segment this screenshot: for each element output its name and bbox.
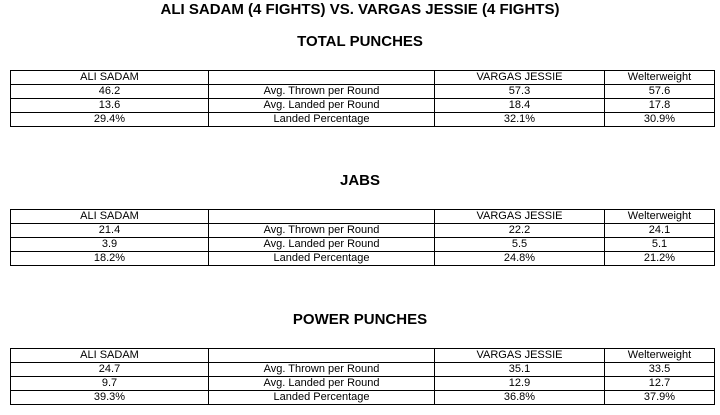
table-row	[11, 363, 715, 377]
fighter-b-value: 22.2	[435, 224, 605, 238]
fighter-b-value: 18.4	[435, 99, 605, 113]
fighter-a-value: 18.2%	[11, 252, 209, 266]
fighter-b-value: 12.9	[435, 377, 605, 391]
table-row	[11, 391, 715, 405]
division-value: 57.6	[605, 85, 715, 99]
fighter-a-value: 3.9	[11, 238, 209, 252]
fighter-a-value: 13.6	[11, 99, 209, 113]
table-row	[11, 99, 715, 113]
table-row	[11, 377, 715, 391]
table-row	[11, 252, 715, 266]
stat-label: Avg. Landed per Round	[209, 238, 435, 252]
stat-label: Avg. Landed per Round	[209, 99, 435, 113]
table-header-row	[11, 71, 715, 85]
division-value: 17.8	[605, 99, 715, 113]
fighter-a-value: 9.7	[11, 377, 209, 391]
table-row	[11, 113, 715, 127]
table-header-row	[11, 349, 715, 363]
header-fighter-a: ALI SADAM	[11, 349, 209, 363]
header-fighter-a: ALI SADAM	[11, 210, 209, 224]
stat-label: Landed Percentage	[209, 391, 435, 405]
division-value: 24.1	[605, 224, 715, 238]
fighter-b-value: 5.5	[435, 238, 605, 252]
table-row	[11, 85, 715, 99]
header-division: Welterweight	[605, 71, 715, 85]
header-fighter-a: ALI SADAM	[11, 71, 209, 85]
stat-label: Avg. Thrown per Round	[209, 363, 435, 377]
header-stat	[209, 349, 435, 363]
section-title-jabs: JABS	[339, 172, 380, 189]
division-value: 30.9%	[605, 113, 715, 127]
section-title-total-punches: TOTAL PUNCHES	[297, 33, 423, 50]
table-power-punches	[10, 348, 715, 405]
stat-label: Avg. Landed per Round	[209, 377, 435, 391]
fighter-b-value: 57.3	[435, 85, 605, 99]
table-row	[11, 224, 715, 238]
division-value: 5.1	[605, 238, 715, 252]
fighter-b-value: 32.1%	[435, 113, 605, 127]
fighter-a-value: 46.2	[11, 85, 209, 99]
section-title-power-punches: POWER PUNCHES	[292, 311, 428, 328]
division-value: 12.7	[605, 377, 715, 391]
table-total-punches	[10, 70, 715, 127]
header-fighter-b: VARGAS JESSIE	[435, 71, 605, 85]
header-fighter-b: VARGAS JESSIE	[435, 349, 605, 363]
fighter-a-value: 21.4	[11, 224, 209, 238]
fighter-a-value: 29.4%	[11, 113, 209, 127]
fighter-b-value: 36.8%	[435, 391, 605, 405]
header-division: Welterweight	[605, 210, 715, 224]
division-value: 37.9%	[605, 391, 715, 405]
division-value: 21.2%	[605, 252, 715, 266]
division-value: 33.5	[605, 363, 715, 377]
stat-label: Avg. Thrown per Round	[209, 224, 435, 238]
stat-label: Landed Percentage	[209, 113, 435, 127]
page-title: ALI SADAM (4 FIGHTS) VS. VARGAS JESSIE (4 FIGHTS)	[160, 1, 560, 18]
fighter-b-value: 24.8%	[435, 252, 605, 266]
header-stat	[209, 71, 435, 85]
header-fighter-b: VARGAS JESSIE	[435, 210, 605, 224]
stat-label: Landed Percentage	[209, 252, 435, 266]
table-jabs	[10, 209, 715, 266]
table-row	[11, 238, 715, 252]
stat-label: Avg. Thrown per Round	[209, 85, 435, 99]
header-division: Welterweight	[605, 349, 715, 363]
fighter-b-value: 35.1	[435, 363, 605, 377]
fighter-a-value: 39.3%	[11, 391, 209, 405]
header-stat	[209, 210, 435, 224]
fighter-a-value: 24.7	[11, 363, 209, 377]
table-header-row	[11, 210, 715, 224]
